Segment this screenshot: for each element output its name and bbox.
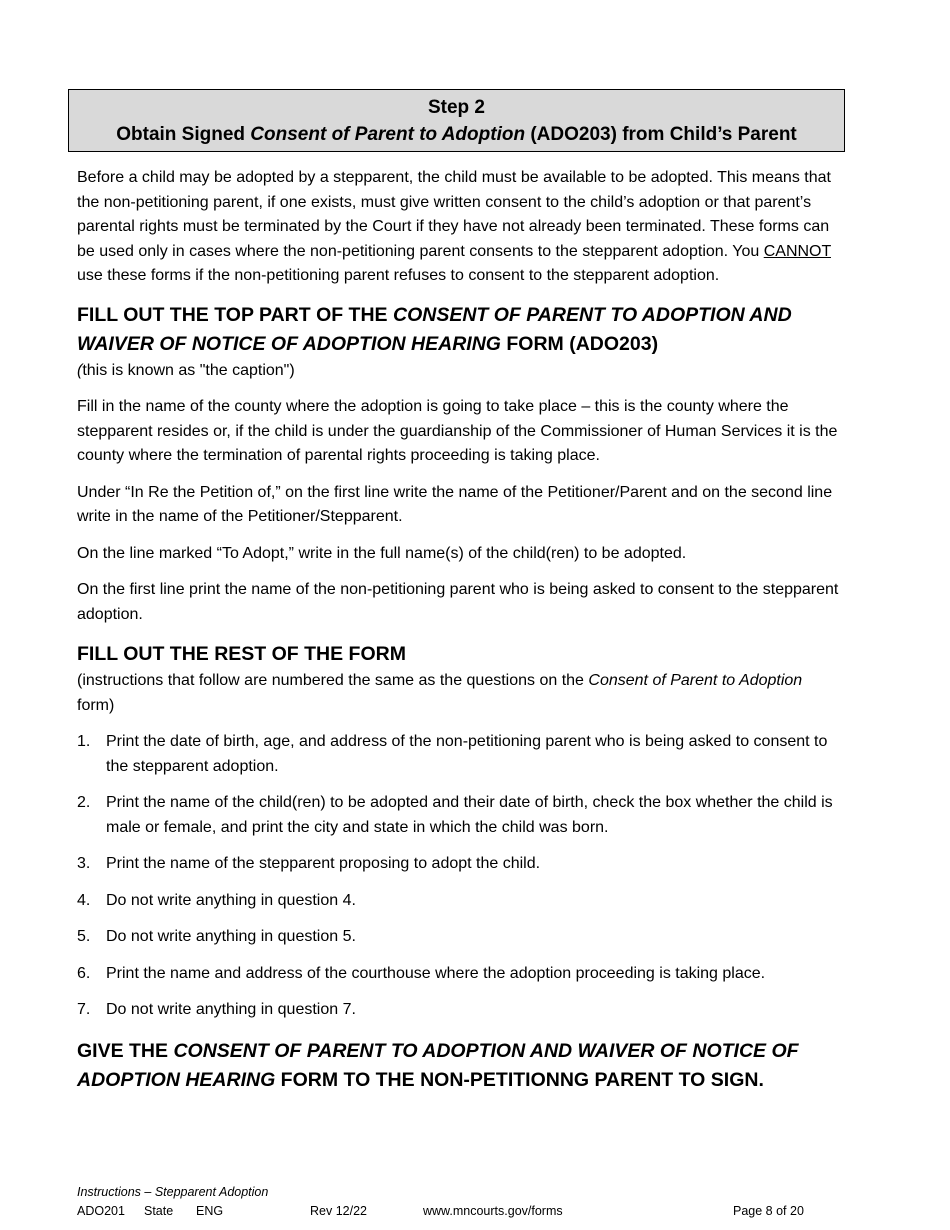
list-item: 4. Do not write anything in question 4.: [77, 889, 839, 914]
rest-section-heading: FILL OUT THE REST OF THE FORM: [77, 643, 406, 665]
give-section-heading: GIVE THE CONSENT OF PARENT TO ADOPTION AND WAIVER OF NOTICE OF ADOPTION HEARING FORM TO THE NON-PETITIONNG PARENT TO SIGN.: [77, 1039, 799, 1091]
footer-meta-row: [77, 1202, 837, 1220]
cannot-emphasis: CANNOT: [763, 242, 831, 260]
step-header-box: [68, 89, 845, 152]
instruction-list: [77, 730, 839, 1023]
footer-page-number: Page 8 of 20: [733, 1204, 804, 1218]
list-item: 7. Do not write anything in question 7.: [77, 998, 839, 1023]
item-number: 2.: [77, 794, 91, 811]
to-adopt-paragraph: On the line marked “To Adopt,” write in the full name(s) of the child(ren) to be adopted.: [77, 544, 687, 562]
rest-section-note: (instructions that follow are numbered the same as the questions on the Consent of Parent to Adoption form): [77, 672, 803, 714]
item-number: 1.: [77, 733, 91, 750]
item-number: 5.: [77, 928, 91, 945]
item-number: 3.: [77, 855, 91, 872]
footer-jurisdiction: State: [144, 1204, 174, 1218]
intro-paragraph: Before a child may be adopted by a stepparent, the child must be available to be adopted. This means that the non-petitioning parent, if one exists, must give written consent to the child’s adoption or that parent’s parental rights must be terminated by the Court if they have not already been terminated. These forms can be used only in cases where the non-petitioning parent consents to the stepparent adoption. You CANNOT use these forms if the non-petitioning parent refuses to consent to the stepparent adoption.: [77, 169, 831, 284]
non-petitioning-parent-paragraph: On the first line print the name of the non-petitioning parent who is being asked to consent to the stepparent adoption.: [77, 581, 839, 623]
footer-title: Instructions – Stepparent Adoption: [77, 1185, 269, 1199]
item-number: 7.: [77, 1001, 91, 1018]
footer-language: ENG: [196, 1204, 224, 1218]
list-item: 2. Print the name of the child(ren) to be adopted and their date of birth, check the box whether the child is male or female, and print the city and state in which the child was born.: [77, 791, 839, 840]
list-item: 6. Print the name and address of the courthouse where the adoption proceeding is taking place.: [77, 962, 839, 987]
footer-revision: Rev 12/22: [310, 1204, 367, 1218]
step-title: Obtain Signed Consent of Parent to Adoption (ADO203) from Child’s Parent: [116, 124, 797, 145]
content-body: [77, 166, 839, 1095]
caption-note: (this is known as "the caption"): [77, 361, 295, 379]
footer-website: www.mncourts.gov/forms: [423, 1204, 563, 1218]
petition-paragraph: Under “In Re the Petition of,” on the first line write the name of the Petitioner/Parent and on the second line write in the name of the Petitioner/Stepparent.: [77, 483, 833, 525]
list-item: 5. Do not write anything in question 5.: [77, 925, 839, 950]
page-footer: [77, 1184, 837, 1220]
footer-form-id: ADO201: [77, 1204, 125, 1218]
county-paragraph: Fill in the name of the county where the adoption is going to take place – this is the county where the stepparent resides or, if the child is under the guardianship of the Commissioner of Human Services it is the county where the termination of parental rights proceeding is taking place.: [77, 398, 838, 464]
item-number: 4.: [77, 891, 91, 909]
list-item: 1. Print the date of birth, age, and address of the non-petitioning parent who is being asked to consent to the stepparent adoption.: [77, 730, 839, 779]
item-number: 6.: [77, 964, 91, 982]
caption-section-heading: FILL OUT THE TOP PART OF THE CONSENT OF PARENT TO ADOPTION AND WAIVER OF NOTICE OF ADOPTION HEARING FORM (ADO203): [77, 303, 792, 355]
step-label: Step 2: [427, 97, 486, 118]
list-item: 3. Print the name of the stepparent proposing to adopt the child.: [77, 852, 839, 877]
